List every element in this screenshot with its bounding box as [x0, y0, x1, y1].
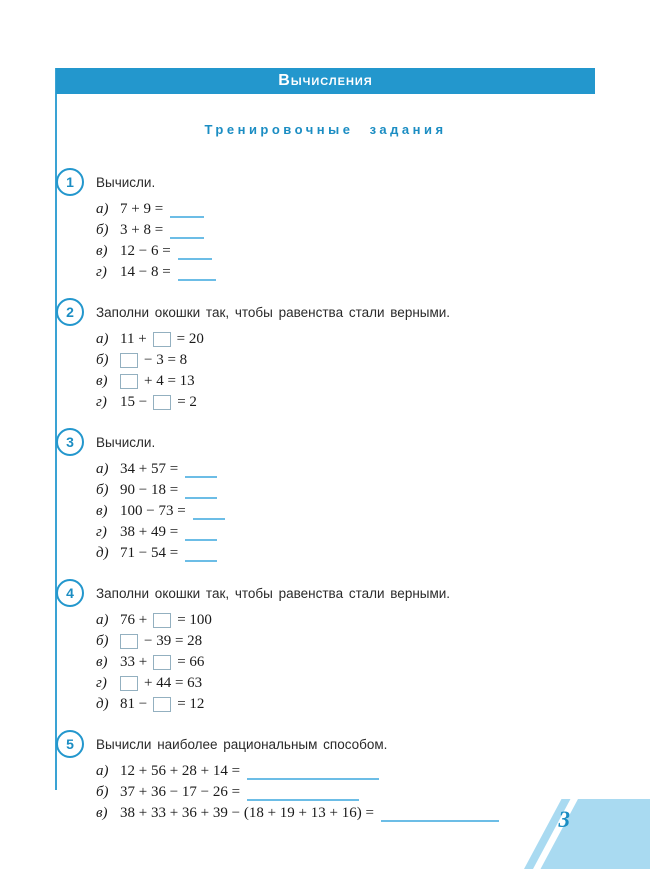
- task: [56, 579, 595, 714]
- task-items: [96, 611, 595, 714]
- item-label: г): [96, 264, 107, 280]
- exercise-row: [96, 263, 595, 282]
- exercise-row: [96, 351, 595, 370]
- exercise-row: [96, 502, 595, 521]
- expression-text: 38 + 49 =: [120, 524, 179, 540]
- expression-text: 15 −: [120, 394, 148, 410]
- item-label: в): [96, 373, 108, 389]
- item-label: д): [96, 696, 109, 712]
- task-prompt: Вычисли.: [96, 174, 156, 190]
- exercise-row: [96, 393, 595, 412]
- task: [56, 298, 595, 412]
- task-items: [96, 330, 595, 412]
- exercise-row: [96, 783, 595, 802]
- task-number-badge: 5: [56, 730, 84, 758]
- answer-blank[interactable]: [178, 245, 212, 260]
- answer-blank[interactable]: [170, 203, 204, 218]
- task-items: [96, 200, 595, 282]
- expression-text: 37 + 36 − 17 − 26 =: [120, 784, 241, 800]
- exercise-row: [96, 330, 595, 349]
- expression-text: 12 − 6 =: [120, 243, 171, 259]
- section-banner: [56, 68, 595, 94]
- page-number: 3: [558, 807, 570, 832]
- exercise-row: [96, 481, 595, 500]
- item-label: а): [96, 763, 109, 779]
- task: [56, 168, 595, 282]
- item-label: г): [96, 675, 107, 691]
- answer-blank[interactable]: [170, 224, 204, 239]
- answer-blank[interactable]: [193, 505, 225, 520]
- expression-text: − 39 = 28: [144, 633, 203, 649]
- expression-text: 33 +: [120, 654, 148, 670]
- answer-box[interactable]: [153, 655, 171, 670]
- exercise-row: [96, 695, 595, 714]
- item-label: б): [96, 482, 109, 498]
- task-head: [56, 428, 595, 456]
- answer-box[interactable]: [153, 697, 171, 712]
- answer-blank[interactable]: [185, 526, 217, 541]
- item-label: в): [96, 243, 108, 259]
- task: [56, 428, 595, 563]
- task-items: [96, 460, 595, 563]
- expression-text: 38 + 33 + 36 + 39 − (18 + 19 + 13 + 16) =: [120, 805, 374, 821]
- task-head: [56, 730, 595, 758]
- answer-blank[interactable]: [247, 765, 379, 780]
- item-label: б): [96, 633, 109, 649]
- answer-blank[interactable]: [185, 463, 217, 478]
- expression-text: = 66: [177, 654, 205, 670]
- expression-text: = 20: [176, 331, 204, 347]
- task-number-badge: 2: [56, 298, 84, 326]
- task-prompt: Вычисли.: [96, 434, 156, 450]
- exercise-row: [96, 242, 595, 261]
- answer-blank[interactable]: [185, 484, 217, 499]
- exercise-row: [96, 372, 595, 391]
- exercise-row: [96, 523, 595, 542]
- answer-box[interactable]: [153, 395, 171, 410]
- item-label: г): [96, 524, 107, 540]
- expression-text: 34 + 57 =: [120, 461, 179, 477]
- answer-box[interactable]: [153, 332, 171, 347]
- item-label: в): [96, 654, 108, 670]
- task-prompt: Заполни окошки так, чтобы равенства стали верными.: [96, 304, 451, 320]
- tasks: [56, 168, 595, 823]
- expression-text: = 100: [177, 612, 212, 628]
- exercise-row: [96, 200, 595, 219]
- task-head: [56, 168, 595, 196]
- item-label: д): [96, 545, 109, 561]
- exercise-row: [96, 804, 595, 823]
- expression-text: 7 + 9 =: [120, 201, 164, 217]
- answer-blank[interactable]: [247, 786, 359, 801]
- item-label: а): [96, 201, 109, 217]
- item-label: а): [96, 331, 109, 347]
- expression-text: = 2: [177, 394, 197, 410]
- task: [56, 730, 595, 823]
- exercise-row: [96, 460, 595, 479]
- expression-text: 81 −: [120, 696, 148, 712]
- section-title: Вычисления: [278, 72, 373, 89]
- expression-text: = 12: [177, 696, 205, 712]
- expression-text: + 4 = 13: [144, 373, 195, 389]
- item-label: г): [96, 394, 107, 410]
- exercise-row: [96, 632, 595, 651]
- expression-text: − 3 = 8: [144, 352, 188, 368]
- item-label: б): [96, 352, 109, 368]
- answer-box[interactable]: [153, 613, 171, 628]
- expression-text: 12 + 56 + 28 + 14 =: [120, 763, 241, 779]
- answer-box[interactable]: [120, 676, 138, 691]
- task-prompt: Заполни окошки так, чтобы равенства стали верными.: [96, 585, 451, 601]
- answer-blank[interactable]: [381, 807, 499, 822]
- task-prompt: Вычисли наиболее рациональным способом.: [96, 736, 388, 752]
- item-label: а): [96, 612, 109, 628]
- answer-blank[interactable]: [178, 266, 216, 281]
- item-label: в): [96, 503, 108, 519]
- exercise-row: [96, 221, 595, 240]
- answer-box[interactable]: [120, 374, 138, 389]
- expression-text: + 44 = 63: [144, 675, 203, 691]
- item-label: в): [96, 805, 108, 821]
- task-number-badge: 1: [56, 168, 84, 196]
- exercise-row: [96, 762, 595, 781]
- expression-text: 3 + 8 =: [120, 222, 164, 238]
- expression-text: 76 +: [120, 612, 148, 628]
- expression-text: 90 − 18 =: [120, 482, 179, 498]
- expression-text: 100 − 73 =: [120, 503, 186, 519]
- expression-text: 71 − 54 =: [120, 545, 179, 561]
- task-number-badge: 3: [56, 428, 84, 456]
- subtitle: Тренировочные задания: [204, 122, 447, 137]
- item-label: б): [96, 222, 109, 238]
- exercise-row: [96, 544, 595, 563]
- item-label: а): [96, 461, 109, 477]
- task-head: [56, 298, 595, 326]
- task-number-badge: 4: [56, 579, 84, 607]
- exercise-row: [96, 611, 595, 630]
- task-items: [96, 762, 595, 823]
- exercise-row: [96, 674, 595, 693]
- item-label: б): [96, 784, 109, 800]
- answer-box[interactable]: [120, 353, 138, 368]
- answer-blank[interactable]: [185, 547, 217, 562]
- expression-text: 14 − 8 =: [120, 264, 171, 280]
- exercise-row: [96, 653, 595, 672]
- expression-text: 11 +: [120, 331, 147, 347]
- answer-box[interactable]: [120, 634, 138, 649]
- task-head: [56, 579, 595, 607]
